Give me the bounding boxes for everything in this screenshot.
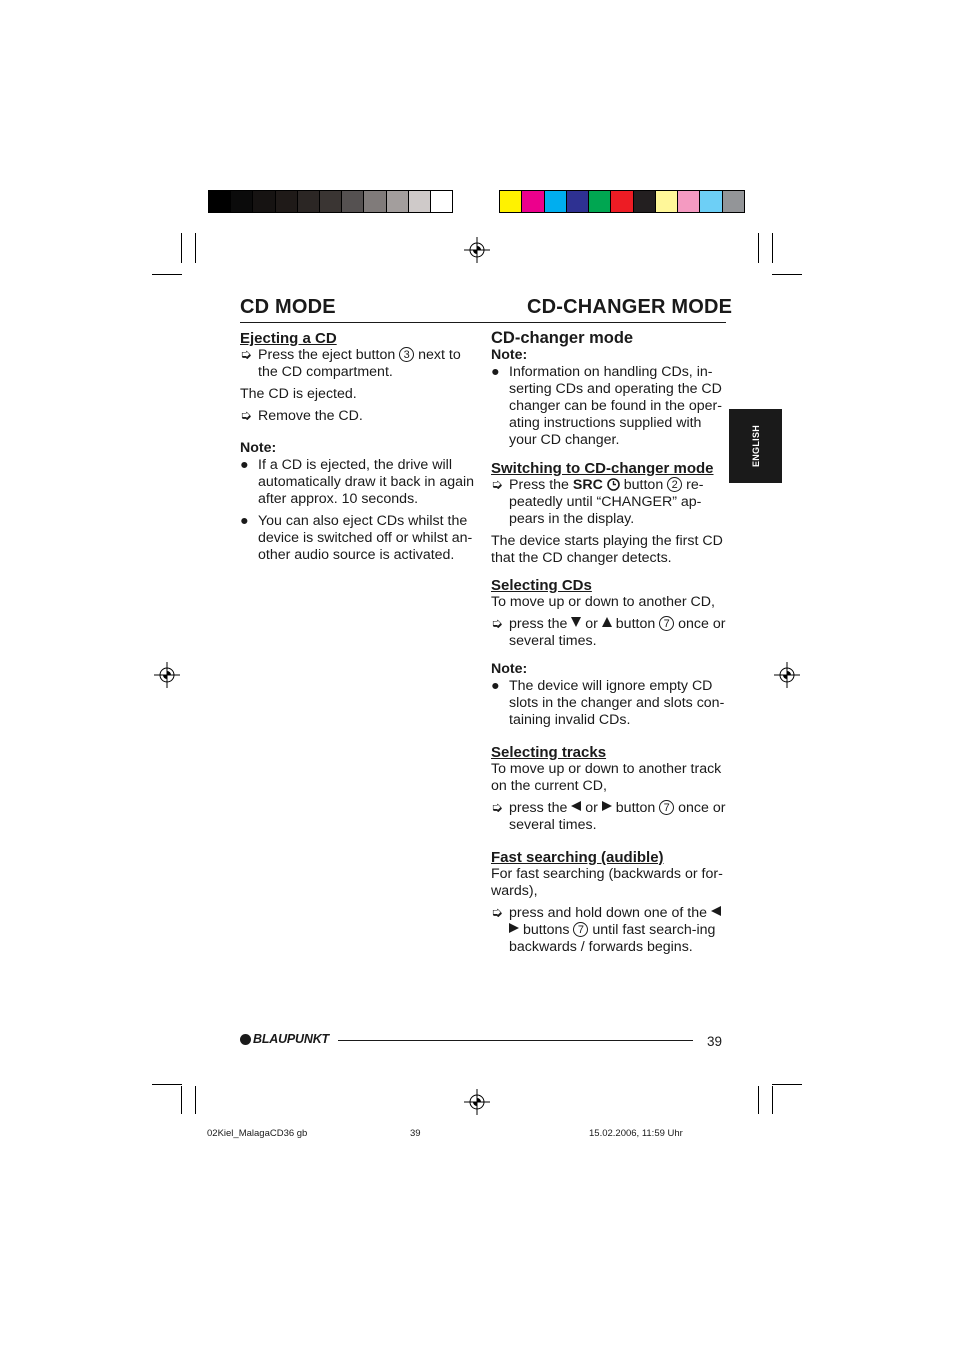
- arrow-pointer-icon: ➭: [240, 408, 252, 424]
- note-item: ● The device will ignore empty CD slots in the changer and slots con-taining invalid CDs.: [491, 678, 725, 728]
- note-label: Note:: [240, 440, 277, 456]
- gray-calibration-bar: [208, 190, 453, 213]
- color-swatch: [209, 191, 231, 212]
- arrow-pointer-icon: ➭: [491, 800, 503, 816]
- src-label: SRC: [572, 477, 603, 493]
- right-arrow-icon: [602, 801, 612, 811]
- down-arrow-icon: [571, 617, 581, 627]
- color-swatch: [656, 191, 678, 212]
- crop-mark: [772, 233, 773, 263]
- instruction-step: ➭ Remove the CD.: [240, 408, 363, 424]
- page-title-left: CD MODE: [240, 296, 336, 318]
- section-heading: Selecting CDs: [491, 577, 592, 594]
- up-arrow-icon: [602, 617, 612, 627]
- header-rule: [240, 322, 726, 323]
- color-swatch: [431, 191, 452, 212]
- note-label: Note:: [491, 347, 528, 363]
- crop-mark: [152, 1084, 182, 1085]
- instruction-step: ➭ Press the SRC button 2 re-peatedly until “CHANGER” ap-pears in the display.: [491, 477, 704, 527]
- instruction-step: ➭ press the or button 7 once or several times.: [491, 800, 726, 833]
- color-swatch: [364, 191, 386, 212]
- note-item: ● If a CD is ejected, the drive will automatically draw it back in again after approx. 10 seconds.: [240, 457, 475, 507]
- bullet-icon: ●: [491, 678, 500, 694]
- instruction-step: ➭ press the or button 7 once or several times.: [491, 616, 726, 649]
- color-swatch: [387, 191, 409, 212]
- slug-date: 15.02.2006, 11:59 Uhr: [589, 1128, 683, 1139]
- page-title-right: CD-CHANGER MODE: [527, 296, 733, 318]
- note-item: ● Information on handling CDs, in-serting CDs and operating the CD changer can be found in the oper-ating instructions supplied with your CD changer.: [491, 364, 722, 448]
- color-swatch: [500, 191, 522, 212]
- crop-mark: [772, 274, 802, 275]
- slug-filename: 02Kiel_MalagaCD36 gb: [207, 1128, 308, 1139]
- bullet-icon: ●: [240, 513, 249, 529]
- color-swatch: [522, 191, 544, 212]
- arrow-pointer-icon: ➭: [491, 905, 503, 921]
- crop-mark: [772, 1084, 802, 1085]
- left-column: [240, 330, 476, 569]
- slug-page: 39: [410, 1128, 421, 1139]
- color-swatch: [231, 191, 253, 212]
- crop-mark: [181, 233, 182, 263]
- language-tab-label: ENGLISH: [750, 424, 761, 468]
- section-title: CD-changer mode: [491, 329, 634, 347]
- arrow-pointer-icon: ➭: [491, 477, 503, 493]
- crop-mark: [195, 1086, 196, 1114]
- instruction-step: ➭ press and hold down one of the buttons 7 until fast search-ing backwards / forwards begins.: [491, 905, 727, 956]
- color-swatch: [342, 191, 364, 212]
- right-arrow-icon: [509, 923, 519, 933]
- result-text: The device starts playing the first CD that the CD changer detects.: [491, 533, 723, 566]
- brand-dot-icon: [240, 1034, 251, 1045]
- left-arrow-icon: [711, 906, 721, 916]
- intro-text: For fast searching (backwards or for-wards),: [491, 866, 723, 899]
- arrow-pointer-icon: ➭: [240, 347, 252, 363]
- note-item: ● You can also eject CDs whilst the device is switched off or whilst an-other audio source is activated.: [240, 513, 473, 563]
- color-swatch: [678, 191, 700, 212]
- arrow-pointer-icon: ➭: [491, 616, 503, 632]
- note-label: Note:: [491, 661, 528, 677]
- color-swatch: [700, 191, 722, 212]
- crop-mark: [758, 233, 759, 263]
- section-heading: Selecting tracks: [491, 744, 607, 761]
- color-swatch: [589, 191, 611, 212]
- color-swatch: [567, 191, 589, 212]
- intro-text: To move up or down to another CD,: [491, 594, 715, 610]
- registration-mark-icon: [154, 662, 180, 688]
- right-column: [491, 330, 727, 961]
- clock-icon: [607, 478, 620, 491]
- color-swatch: [545, 191, 567, 212]
- bullet-icon: ●: [240, 457, 249, 473]
- result-text: The CD is ejected.: [240, 386, 357, 402]
- left-arrow-icon: [571, 801, 581, 811]
- registration-mark-icon: [774, 662, 800, 688]
- button-number-badge: 7: [659, 616, 674, 631]
- section-heading: Ejecting a CD: [240, 330, 337, 347]
- page-number: 39: [707, 1034, 723, 1049]
- registration-mark-icon: [464, 1089, 490, 1115]
- color-swatch: [611, 191, 633, 212]
- crop-mark: [758, 1086, 759, 1114]
- button-number-badge: 7: [573, 922, 588, 937]
- button-number-badge: 7: [659, 800, 674, 815]
- button-number-badge: 2: [667, 477, 682, 492]
- crop-mark: [152, 274, 182, 275]
- section-heading: Fast searching (audible): [491, 849, 664, 866]
- crop-mark: [195, 233, 196, 263]
- brand-logo: BLAUPUNKT: [240, 1032, 329, 1046]
- color-calibration-bar: [499, 190, 745, 213]
- bullet-icon: ●: [491, 364, 500, 380]
- color-swatch: [276, 191, 298, 212]
- crop-mark: [772, 1086, 773, 1114]
- color-swatch: [253, 191, 275, 212]
- crop-mark: [181, 1086, 182, 1114]
- section-heading: Switching to CD-changer mode: [491, 460, 714, 477]
- color-swatch: [298, 191, 320, 212]
- registration-mark-icon: [464, 237, 490, 263]
- button-number-badge: 3: [399, 347, 414, 362]
- instruction-step: ➭ Press the eject button 3 next to the CD compartment.: [240, 347, 461, 380]
- footer-rule: [338, 1040, 693, 1041]
- color-swatch: [409, 191, 431, 212]
- language-tab: [729, 409, 782, 483]
- color-swatch: [723, 191, 744, 212]
- color-swatch: [320, 191, 342, 212]
- color-swatch: [634, 191, 656, 212]
- intro-text: To move up or down to another track on the current CD,: [491, 761, 722, 794]
